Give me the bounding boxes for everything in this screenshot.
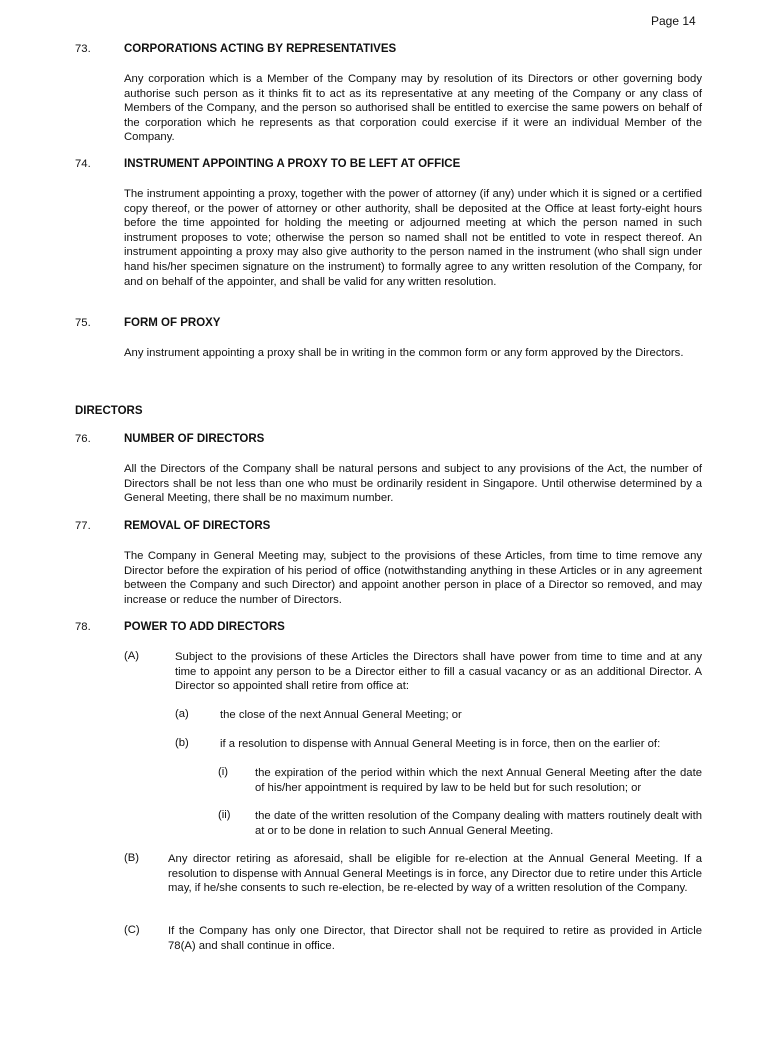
sub-clause-b-label: (b) xyxy=(175,737,189,749)
article-75-text: Any instrument appointing a proxy shall be in writing in the common form or any form approved by the Directors. xyxy=(124,347,684,359)
article-78-heading: POWER TO ADD DIRECTORS xyxy=(124,621,285,633)
section-heading-directors: DIRECTORS xyxy=(75,405,143,417)
clause-a-text: Subject to the provisions of these Articles the Directors shall have power from time to time and at any time to appoint any person to be a Director either to fill a casual vacancy or as an additional Director. A Director so appointed shall retire from office at: xyxy=(175,651,702,693)
sub-clause-ii-label: (ii) xyxy=(218,809,231,821)
clause-a-label: (A) xyxy=(124,650,140,662)
article-75-heading: FORM OF PROXY xyxy=(124,317,221,329)
article-75-number: 75. xyxy=(75,317,91,329)
article-73-text: Any corporation which is a Member of the Company may by resolution of its Directors or other governing body authorise such person as it thinks fit to act as its representative at any meeting of the Company or any class of Members of the Company, and the person so authorised shall be entitled to exercise the same powers on behalf of the corporation which he represents as that corporation could exercise if it were an individual Member of the Company. xyxy=(124,73,702,144)
sub-clause-i-label: (i) xyxy=(218,766,229,778)
article-74-heading: INSTRUMENT APPOINTING A PROXY TO BE LEFT AT OFFICE xyxy=(124,158,461,170)
clause-b-text: Any director retiring as aforesaid, shall be eligible for re-election at the Annual General Meeting. If a resolution to dispense with Annual General Meetings is in force, any Director due to retire under this Article may, if he/she consents to such re-election, be re-elected by way of a written resolution of the Company. xyxy=(168,853,702,895)
clause-b-label: (B) xyxy=(124,852,140,864)
article-77-text: The Company in General Meeting may, subject to the provisions of these Articles, from time to time remove any Director before the expiration of his period of office (notwithstanding anything in these Articles or in any agreement between the Company and such Director) and appoint another person in place of a Director so removed, and may increase or reduce the number of Directors. xyxy=(124,550,702,606)
clause-c-label: (C) xyxy=(124,924,140,936)
article-74-number: 74. xyxy=(75,158,91,170)
sub-clause-a-label: (a) xyxy=(175,708,189,720)
page-number: Page 14 xyxy=(651,14,696,28)
article-74-text: The instrument appointing a proxy, together with the power of attorney (if any) under which it is signed or a certified copy thereof, or the power of attorney or other authority, shall be deposited at the Office at least forty-eight hours before the time appointed for holding the meeting or adjourned meeting at which the person named in such instrument proposes to vote; otherwise the person so named shall not be entitled to vote in respect thereof. An instrument appointing a proxy may also give authority to the person named in the instrument (who shall sign under hand his/her specimen signature on the instrument) to formally agree to any written resolution of the Company, for and on behalf of the appointer, and shall be valid for any written resolution. xyxy=(124,188,702,288)
article-76-number: 76. xyxy=(75,433,91,445)
sub-clause-b-text: if a resolution to dispense with Annual General Meeting is in force, then on the earlier of: xyxy=(220,738,661,750)
article-76-heading: NUMBER OF DIRECTORS xyxy=(124,433,265,445)
article-78-number: 78. xyxy=(75,621,91,633)
article-73-heading: CORPORATIONS ACTING BY REPRESENTATIVES xyxy=(124,43,397,55)
article-73-number: 73. xyxy=(75,43,91,55)
article-76-text: All the Directors of the Company shall be natural persons and subject to any provisions of the Act, the number of Directors shall be not less than one who must be ordinarily resident in Singapore. Until otherwise determined by a General Meeting, there shall be no maximum number. xyxy=(124,463,702,505)
article-77-number: 77. xyxy=(75,520,91,532)
article-77-heading: REMOVAL OF DIRECTORS xyxy=(124,520,271,532)
clause-c-text: If the Company has only one Director, that Director shall not be required to retire as provided in Article 78(A) and shall continue in office. xyxy=(168,925,702,952)
sub-clause-i-text: the expiration of the period within which the next Annual General Meeting after the date of his/her appointment is required by law to be held but for such resolution; or xyxy=(255,767,702,794)
sub-clause-a-text: the close of the next Annual General Meeting; or xyxy=(220,709,462,721)
sub-clause-ii-text: the date of the written resolution of the Company dealing with matters routinely dealt with at or to be done in relation to such Annual General Meeting. xyxy=(255,810,702,837)
